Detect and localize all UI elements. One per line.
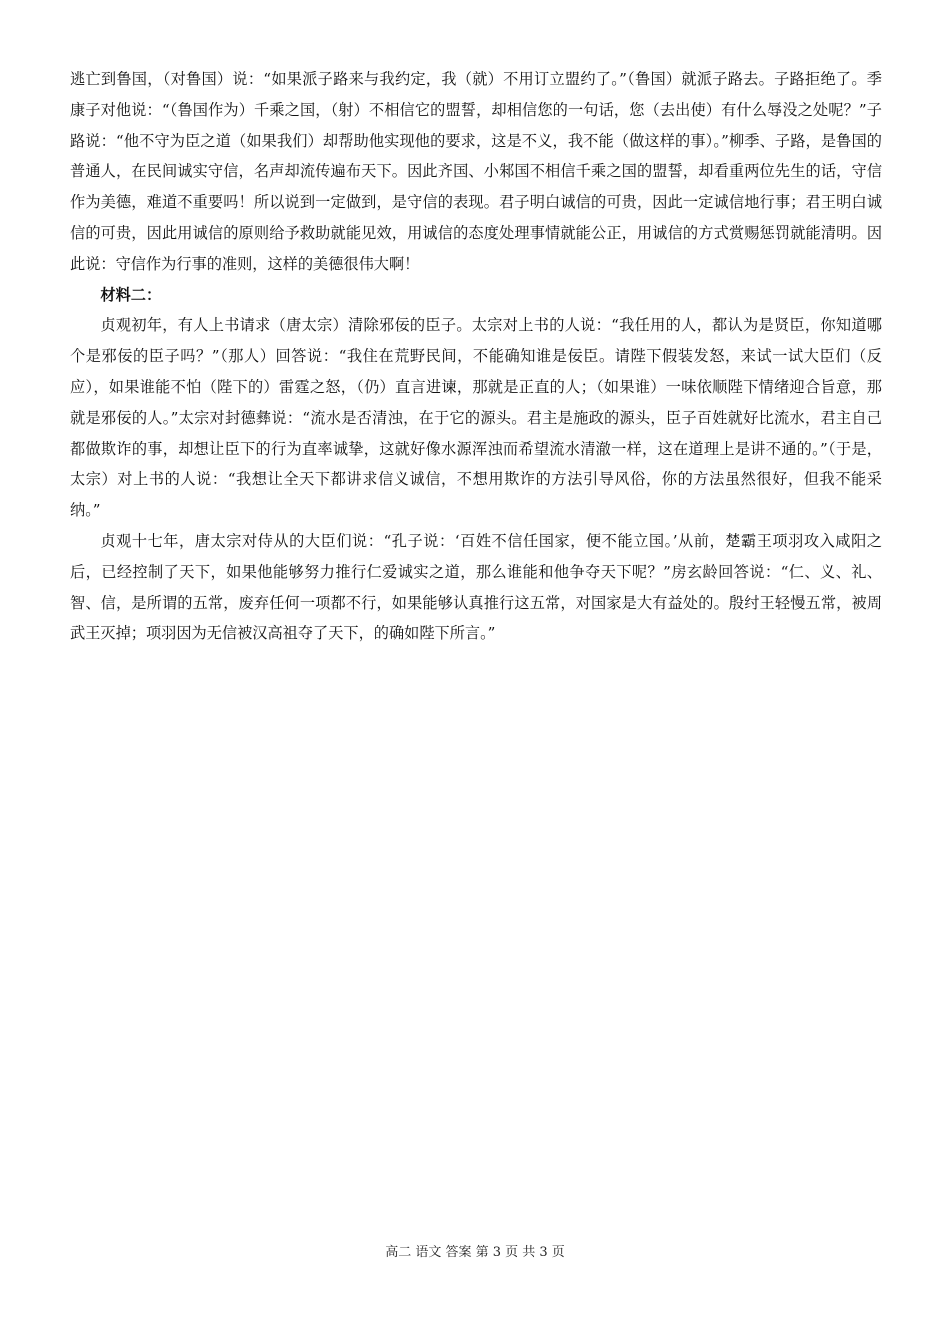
answer-document-body: [70, 64, 882, 649]
material-two-heading: 材料二：: [100, 285, 162, 304]
continuation-paragraph: 逃亡到鲁国，（对鲁国）说：“如果派子路来与我约定，我（就）不用订立盟约了。”（鲁国）就派子路去。子路拒绝了。季康子对他说：“（鲁国作为）千乘之国，（射）不相信它的盟誓，却相信您的一句话，您（去出使）有什么辱没之处呢？”子路说：“他不守为臣之道（如果我们）却帮助他实现他的要求，这是不义，我不能（做这样的事）。”柳季、子路，是鲁国的普通人，在民间诚实守信，名声却流传遍布天下。因此齐国、小邾国不相信千乘之国的盟誓，却看重两位先生的话，守信作为美德，难道不重要吗！所以说到一定做到，是守信的表现。君子明白诚信的可贵，因此一定诚信地行事；君王明白诚信的可贵，因此用诚信的原则给予救助就能见效，用诚信的态度处理事情就能公正，用诚信的方式赏赐惩罚就能清明。因此说：守信作为行事的准则，这样的美德很伟大啊！: [70, 70, 882, 273]
material-two-paragraph-1: 贞观初年，有人上书请求（唐太宗）清除邪佞的臣子。太宗对上书的人说：“我任用的人，都认为是贤臣，你知道哪个是邪佞的臣子吗？”（那人）回答说：“我住在荒野民间，不能确知谁是佞臣。请陛下假装发怒，来试一试大臣们（反应），如果谁能不怕（陛下的）雷霆之怒，（仍）直言进谏，那就是正直的人；（如果谁）一味依顺陛下情绪迎合旨意，那就是邪佞的人。”太宗对封德彝说：“流水是否清浊，在于它的源头。君主是施政的源头，臣子百姓就好比流水，君主自己都做欺诈的事，却想让臣下的行为直率诚挚，这就好像水源浑浊而希望流水清澈一样，这在道理上是讲不通的。”（于是，太宗）对上书的人说：“我想让全天下都讲求信义诚信，不想用欺诈的方法引导风俗，你的方法虽然很好，但我不能采纳。”: [70, 316, 882, 520]
page-footer: 高二 语文 答案 第 3 页 共 3 页: [385, 1245, 565, 1260]
material-two-paragraph-2: 贞观十七年，唐太宗对侍从的大臣们说：“孔子说：‘百姓不信任国家，便不能立国。’从前，楚霸王项羽攻入咸阳之后，已经控制了天下，如果他能够努力推行仁爱诚实之道，那么谁能和他争夺天下呢？”房玄龄回答说：“仁、义、礼、智、信，是所谓的五常，废弃任何一项都不行，如果能够认真推行这五常，对国家是大有益处的。殷纣王轻慢五常，被周武王灭掉；项羽因为无信被汉高祖夺了天下，的确如陛下所言。”: [70, 531, 882, 643]
